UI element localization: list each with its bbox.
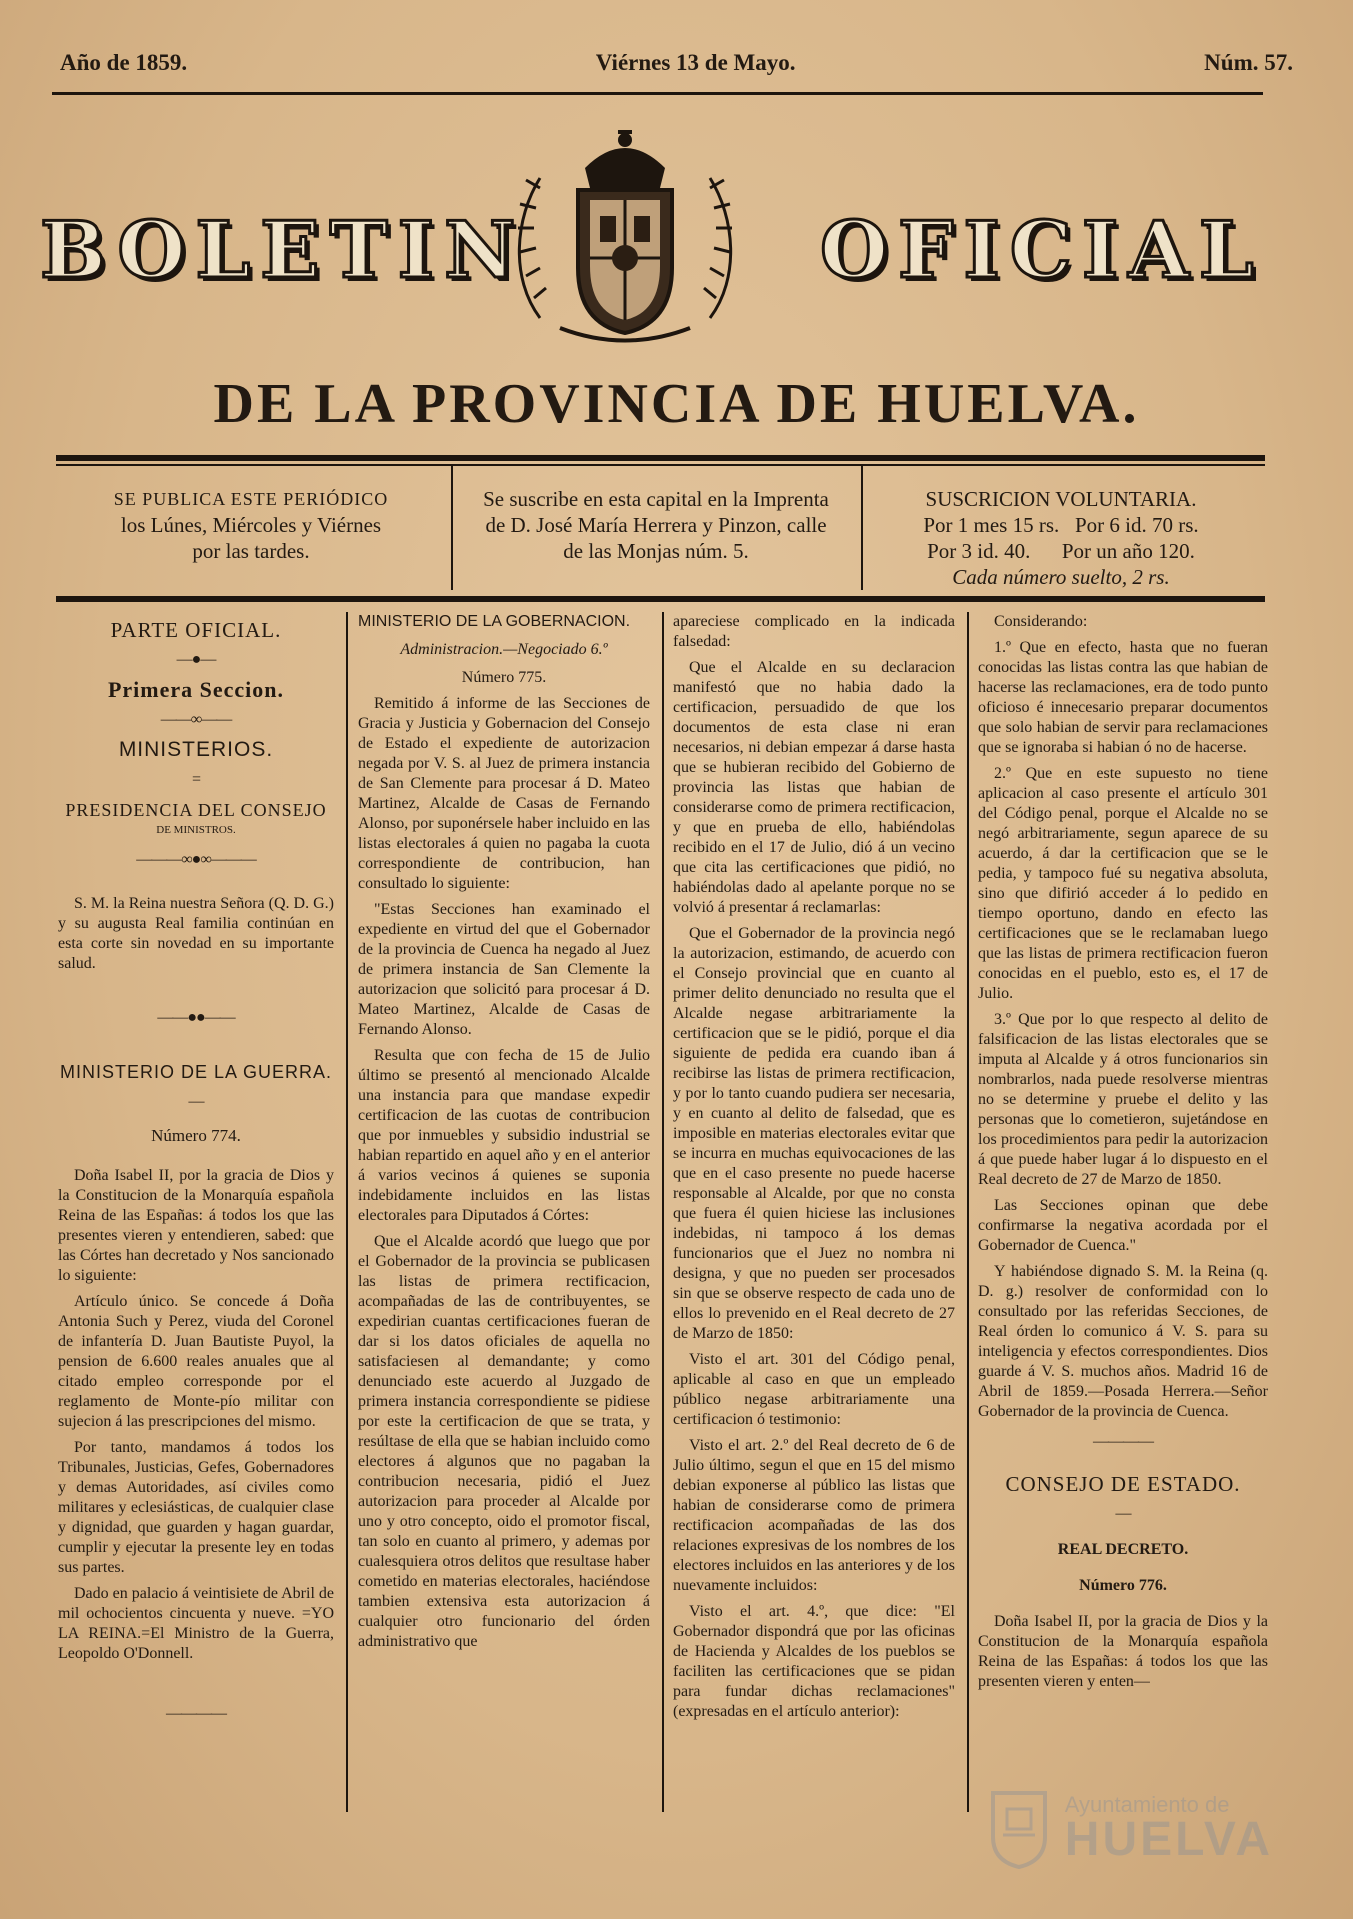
gobernacion-p1: Remitido á informe de las Secciones de Gracia y Justicia y Gobernacion del Consejo de Estado el expediente de autorizacion negada por V. S. al Juez de primera instancia de San Clemente para procesar á D. Mateo Martinez, Alcalde de Casas de Fernando Alonso, por suponérsele haber incluido en las listas electorales á quien no pagaba la cuota correspondiente de contribucion, han consultado lo siguiente: xyxy=(358,695,650,892)
decree-774-p2: Artículo único. Se concede á Doña Antonia Such y Perez, viuda del Coronel de infantería D. Juan Bautiste Puyol, la pension de 6.600 reales anuales que al citado empleo corresponde por el reglamento de Monte-pío militar con sujecion á las prescripciones del mismo. xyxy=(58,1293,334,1430)
info-publication-line: SE PUBLICA ESTE PERIÓDICO xyxy=(113,489,389,509)
ornament-divider: —●— xyxy=(176,651,216,668)
ornament-divider: ———— xyxy=(166,1705,226,1722)
ornament-divider: ———— xyxy=(1093,1433,1153,1450)
gobernacion-p3: Resulta que con fecha de 15 de Julio último se presentó al mencionado Alcalde una instancia para que mandase expedir certificacion de las cuotas de contribucion que por inmuebles y subsidio industrial se habian repartido en aquel año y en el anterior á varios vecinos á quienes se suponia indebidamente incluidos en las listas electorales para Diputados á Córtes: xyxy=(358,1047,650,1224)
info-prices-title: SUSCRICION VOLUNTARIA. xyxy=(925,487,1197,511)
ornament-divider: ———∞●∞——— xyxy=(136,851,256,868)
column-divider xyxy=(662,612,664,1812)
city-shield-icon xyxy=(989,1789,1049,1869)
info-subscription xyxy=(456,466,856,606)
info-rule-thick xyxy=(56,596,1265,602)
guerra-heading: MINISTERIO DE LA GUERRA. xyxy=(59,1062,333,1082)
column-divider xyxy=(967,612,969,1812)
ornament-divider: ——●●—— xyxy=(157,1009,235,1026)
gobernacion-p8: Visto el art. 301 del Código penal, aplicable al caso en que un empleado público negase arbitrariamente una certificacion ó testimonio: xyxy=(673,1351,955,1428)
decree-774-p3: Por tanto, mandamos á todos los Tribunales, Justicias, Gefes, Gobernadores y demas Autoridades, así civiles como militares y eclesiásticas, de cualquier clase y dignidad, que guarden y hagan guardar, cumplir y ejecutar la presente ley en todas sus partes. xyxy=(58,1439,334,1576)
decree-776-p1: Doña Isabel II, por la gracia de Dios y la Constitucion de la Monarquía española Reina de las Españas: á todos los que las presenten vieren y enten— xyxy=(978,1613,1268,1690)
decree-774-p4: Dado en palacio á veintisiete de Abril de mil ochocientos cincuenta y nueve. =YO LA REINA.=El Ministro de la Guerra, Leopoldo O'Donnell. xyxy=(58,1585,334,1662)
gobernacion-p5: apareciese complicado en la indicada falsedad: xyxy=(673,613,955,650)
ornament-divider: — xyxy=(1115,1505,1131,1522)
ornament-divider: ——∞—— xyxy=(160,711,232,728)
info-publication xyxy=(56,466,446,606)
info-box xyxy=(56,466,1266,589)
info-subscription-line: de D. José María Herrera y Pinzon, calle xyxy=(485,513,827,537)
presidencia-heading: PRESIDENCIA DEL CONSEJO xyxy=(65,800,327,820)
column-3 xyxy=(673,612,955,1728)
info-price-line: Por 3 id. 40. Por un año 120. xyxy=(927,539,1195,563)
info-publication-line: los Lúnes, Miércoles y Viérnes xyxy=(120,513,382,537)
real-decreto-heading: REAL DECRETO. xyxy=(1057,1541,1189,1558)
admin-negociado: Administracion.—Negociado 6.º xyxy=(400,641,608,658)
info-divider xyxy=(861,466,863,590)
resolucion-paragraph: Y habiéndose dignado S. M. la Reina (q. D. g.) resolver de conformidad con lo consultado por las referidas Secciones, de Real órden lo comunico á V. S. para su inteligencia y efectos correspondientes. Dios guarde á V. S. muchos años. Madrid 16 de Abril de 1859.—Posada Herrera.—Señor Gobernador de la provincia de Cuenca. xyxy=(978,1263,1268,1420)
gobernacion-p9: Visto el art. 2.º del Real decreto de 6 de Julio último, segun el que en 15 del mismo debian exponerse al público las listas que habian de considerarse como de primera rectificacion acompañadas de las dos relaciones expresivas de los nombres de los electores incluidos en las anteriores y de los nuevamente incluidos: xyxy=(673,1437,955,1594)
gobernacion-p2: "Estas Secciones han examinado el expediente en virtud del que el Gobernador de la provincia de Cuenca ha negado al Juez de primera instancia de San Clemente la autorizacion que solicitó para procesar á D. Mateo Martinez, Alcalde de Casas de Fernando Alonso. xyxy=(358,901,650,1038)
masthead-left-word: BOLETIN xyxy=(40,205,526,296)
considerando: Considerando: xyxy=(994,613,1088,630)
header-date: Viérnes 13 de Mayo. xyxy=(595,50,796,75)
info-divider xyxy=(451,466,453,590)
ornament-divider: = xyxy=(191,771,201,788)
royal-crest-icon xyxy=(500,128,750,348)
header-number: Núm. 57. xyxy=(1204,50,1293,75)
parte-oficial-heading: PARTE OFICIAL. xyxy=(110,618,282,642)
ornament-divider: — xyxy=(188,1093,204,1110)
gobernacion-p4: Que el Alcalde acordó que luego que por el Gobernador de la provincia se publicasen las listas de primera rectificacion, acompañadas de las de contribuyentes, se expedirian cuantas certificaciones fueran de dar si los datos oficiales de aquella no satisfaciesen al demandante; y como denunciado este acuerdo al Juzgado de primera instancia correspondiente se pidiese por este la certificacion de que se trata, y resúltase de ella que se habian incluido como electores á algunos que no pagaban la contribucion necesaria, pidió el Juez autorizacion para proceder al Alcalde por uno y otro concepto, oido el promotor fiscal, tan solo en cuanto al primero, y ademas por cualesquiera otros delitos que resultase haber cometido en materias electorales, haciéndose tambien extensiva esta autorizacion á cualquier otro funcionario del órden administrativo que xyxy=(358,1233,650,1650)
watermark-line1: Ayuntamiento de xyxy=(1064,1792,1230,1817)
column-2 xyxy=(358,612,650,1658)
watermark-line2: HUELVA xyxy=(1064,1813,1273,1866)
secciones-opinan: Las Secciones opinan que debe confirmarse la negativa acordada por el Gobernador de Cuenca." xyxy=(978,1197,1268,1254)
header-line xyxy=(60,50,1293,76)
info-publication-line: por las tardes. xyxy=(192,539,310,563)
gobernacion-p10: Visto el art. 4.º, que dice: "El Gobernador dispondrá que por las oficinas de Hacienda y Alcaldes de los pueblos se faciliten las certificaciones que se pidan para fundar dichas reclamaciones" (expresadas en el artículo anterior): xyxy=(673,1603,955,1720)
info-prices xyxy=(871,466,1251,606)
primera-seccion-heading: Primera Seccion. xyxy=(107,677,285,702)
numero-774: Número 774. xyxy=(151,1126,241,1145)
info-subscription-line: Se suscribe en esta capital en la Imprenta xyxy=(483,487,829,511)
gobernacion-p7: Que el Gobernador de la provincia negó la autorizacion, estimando, de acuerdo con el Consejo provincial que en cuanto al primer delito denunciado no resulta que el Alcalde negase arbitrariamente la certificacion que se le pidió, porque el dia siguiente de pedida era cuando iban á recibirse las listas de primera rectificacion, y por lo tanto cuando pudiera ser necesaria, y en cuanto al delito de falsedad, que es imposible en materias electorales evitar que se incurra en muchas equivocaciones de las que en el caso presente no puede hacerse responsable al Alcalde, por que no consta que fuera él quien hiciese las inclusiones indebidas, ni tampoco á los demas funcionarios que el Juez no nombra ni designa, y que no pueden ser procesados sin que se observe respecto de cada uno de ellos lo prevenido en el Real decreto de 27 de Marzo de 1850: xyxy=(673,925,955,1342)
header-rule xyxy=(52,92,1263,95)
info-subscription-line: de las Monjas núm. 5. xyxy=(563,539,749,563)
numero-775: Número 775. xyxy=(461,669,547,686)
considerando-1: 1.º Que en efecto, hasta que no fueran conocidas las listas contra las que habian de hacerse las reclamaciones, era de todo punto oficioso é innecesario preparar documentos que solo habian de servir para reclamaciones que se ignoraba si habian ó no de hacerse. xyxy=(978,639,1268,756)
gobernacion-heading: MINISTERIO DE LA GOBERNACION. xyxy=(358,613,631,630)
column-4 xyxy=(978,612,1268,1698)
reina-paragraph: S. M. la Reina nuestra Señora (Q. D. G.) y su augusta Real familia continúan en esta corte sin novedad en su importante salud. xyxy=(58,895,334,972)
presidencia-subheading: DE MINISTROS. xyxy=(156,824,236,836)
consejo-estado-heading: CONSEJO DE ESTADO. xyxy=(1005,1472,1241,1496)
decree-774-p1: Doña Isabel II, por la gracia de Dios y la Constitucion de la Monarquía española Reina de las Españas: á todos los que las presentes vieren y entendieren, sabed: que las Córtes han decretado y Nos sancionado lo siguiente: xyxy=(58,1167,334,1284)
info-price-line: Por 1 mes 15 rs. Por 6 id. 70 rs. xyxy=(923,513,1199,537)
column-divider xyxy=(346,612,348,1812)
ministerios-heading: MINISTERIOS. xyxy=(118,738,274,761)
archive-watermark xyxy=(989,1789,1273,1869)
considerando-3: 3.º Que por lo que respecto al delito de falsificacion de las listas electorales que se imputa al Alcalde y á otros funcionarios sin nombrarlos, nada puede resolverse mientras no se determine y pruebe el delito y las personas que lo cometieron, sujetándose en los procedimientos para pedir la autorizacion á que puede haber lugar á lo dispuesto en el Real decreto de 27 de Marzo de 1850. xyxy=(978,1011,1268,1188)
column-1 xyxy=(58,612,334,1734)
masthead-rule-thick xyxy=(56,455,1265,461)
gobernacion-p6: Que el Alcalde en su declaracion manifestó que no habia dado la certificacion, persuadido de que los documentos de esta clase ni eran necesarios, ni debian empezar á darse hasta que se hubieran recibido del Gobierno de provincia las listas que habian de considerarse como de primera rectificacion, y que en prueba de ello, habiéndolas recibido en el 17 de Julio, dió á un vecino que cita las certificaciones que pidió, no habiéndolas dado al apelante porque no se volvió á presentar á reclamarlas: xyxy=(673,659,955,916)
numero-776: Número 776. xyxy=(1079,1577,1167,1594)
masthead-right-word: OFICIAL xyxy=(820,205,1264,296)
masthead-subtitle: DE LA PROVINCIA DE HUELVA. xyxy=(213,373,1140,435)
info-price-line: Cada número suelto, 2 rs. xyxy=(952,565,1170,589)
considerando-2: 2.º Que en este supuesto no tiene aplicacion al caso presente el artículo 301 del Código penal, porque el Alcalde no se negó arbitrariamente, segun aparece de su acuerdo, á dar la certificacion que se le pedia, y tampoco fué su negativa absoluta, sino que difirió acceder á lo pedido en tiempo oportuno, dando en efecto las certificaciones que se le reclamaban luego que las listas de primera rectificacion fueron conocidas en el pueblo, esto es, el 17 de Julio. xyxy=(978,765,1268,1002)
header-year: Año de 1859. xyxy=(60,50,188,75)
